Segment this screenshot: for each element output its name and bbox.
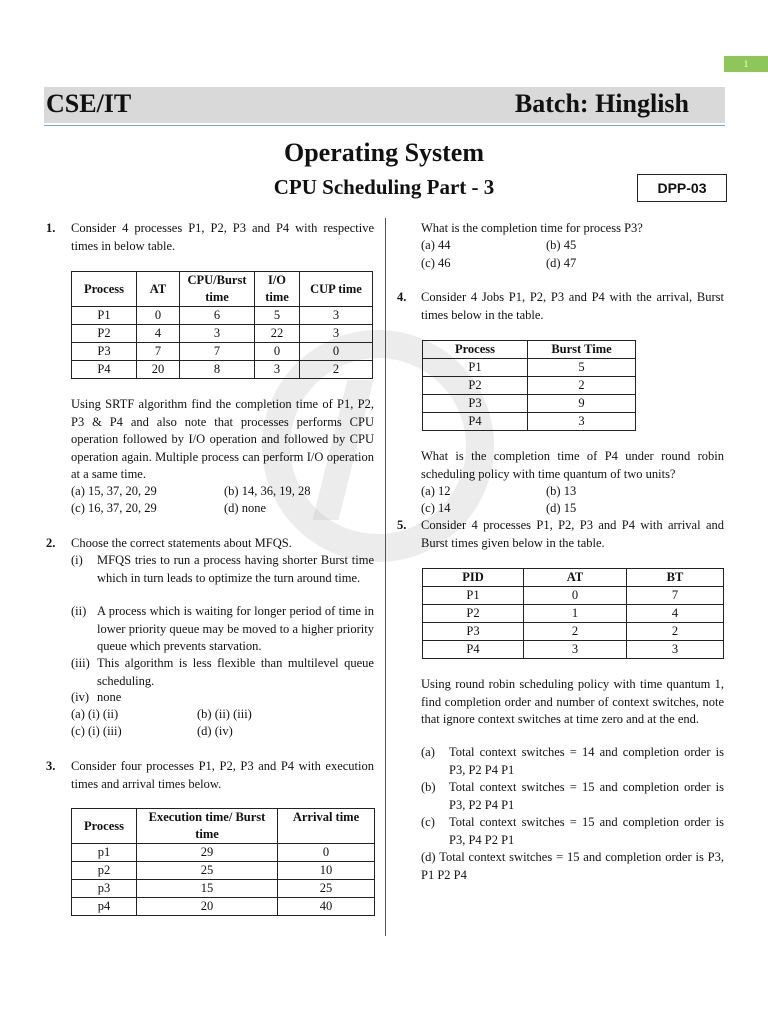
table-row xyxy=(423,359,636,377)
table-header: PID xyxy=(423,569,524,587)
table-cell: P3 xyxy=(72,343,137,361)
table-cell: 3 xyxy=(524,641,627,659)
table-row xyxy=(72,325,373,343)
table-cell: 2 xyxy=(300,361,373,379)
question-3-table xyxy=(71,808,375,916)
option-d: (d) Total context switches = 15 and completion order is P3, P1 P2 P4 xyxy=(421,850,724,882)
option-c: (c) 46 xyxy=(421,256,451,270)
dpp-badge: DPP-03 xyxy=(637,174,727,202)
table-row xyxy=(72,343,373,361)
table-cell: 4 xyxy=(627,605,724,623)
table-header: BT xyxy=(627,569,724,587)
question-5-number: 5. xyxy=(397,518,407,532)
question-1-table xyxy=(71,271,373,379)
option-d: (d) none xyxy=(224,501,266,515)
statement-label: (i) xyxy=(71,553,83,567)
table-cell: P1 xyxy=(423,587,524,605)
option-a: (a) 15, 37, 20, 29 xyxy=(71,484,157,498)
question-1-stem: Consider 4 processes P1, P2, P3 and P4 with respective times in below table. xyxy=(71,221,374,253)
table-cell: 0 xyxy=(255,343,300,361)
question-2-number: 2. xyxy=(46,536,56,550)
question-4-stem: Consider 4 Jobs P1, P2, P3 and P4 with the arrival, Burst times below in the table. xyxy=(421,290,724,322)
table-row xyxy=(423,587,724,605)
option-label: (c) xyxy=(421,815,435,829)
option-b: (b) 45 xyxy=(546,238,577,252)
question-4-question: What is the completion time of P4 under round robin scheduling policy with time quantum of two units? xyxy=(421,449,724,481)
table-cell: P3 xyxy=(423,623,524,641)
table-cell: 8 xyxy=(180,361,255,379)
table-cell: 3 xyxy=(528,413,636,431)
option-a: (a) 12 xyxy=(421,484,451,498)
statement-ii: A process which is waiting for longer period of time in lower priority queue may be moved to a higher priority queue which prevents starvation. xyxy=(97,604,374,653)
table-cell: P4 xyxy=(72,361,137,379)
table-cell: P1 xyxy=(72,307,137,325)
table-cell: P3 xyxy=(423,395,528,413)
table-row xyxy=(423,623,724,641)
statement-label: (ii) xyxy=(71,604,87,618)
table-row xyxy=(423,605,724,623)
table-cell: 25 xyxy=(278,880,375,898)
table-header: I/O time xyxy=(255,272,300,307)
statement-iii: This algorithm is less flexible than multilevel queue scheduling. xyxy=(97,656,374,688)
table-cell: 1 xyxy=(524,605,627,623)
option-label: (a) xyxy=(421,745,435,759)
table-cell: 25 xyxy=(137,862,278,880)
table-cell: 0 xyxy=(524,587,627,605)
header-bar xyxy=(44,87,725,123)
table-row xyxy=(72,307,373,325)
table-cell: 9 xyxy=(528,395,636,413)
option-label: (b) xyxy=(421,780,436,794)
table-row xyxy=(423,641,724,659)
question-2-stem: Choose the correct statements about MFQS. xyxy=(71,536,292,550)
page-title: Operating System xyxy=(283,138,485,167)
table-cell: 3 xyxy=(300,325,373,343)
table-row xyxy=(72,898,375,916)
statement-iv: none xyxy=(97,690,122,704)
table-cell: p4 xyxy=(72,898,137,916)
table-row xyxy=(72,880,375,898)
table-row xyxy=(72,844,375,862)
table-cell: 7 xyxy=(180,343,255,361)
option-d: (d) (iv) xyxy=(197,724,233,738)
table-cell: 5 xyxy=(528,359,636,377)
table-cell: 4 xyxy=(137,325,180,343)
table-cell: 3 xyxy=(300,307,373,325)
table-cell: p1 xyxy=(72,844,137,862)
option-b: (b) (ii) (iii) xyxy=(197,707,252,721)
question-5-stem: Consider 4 processes P1, P2, P3 and P4 with arrival and Burst times given below in the table. xyxy=(421,518,724,550)
option-b: Total context switches = 15 and completion order is P3, P2 P4 P1 xyxy=(449,780,724,812)
table-cell: 2 xyxy=(627,623,724,641)
statement-i: MFQS tries to run a process having shorter Burst time which in turn leads to optimize the turn around time. xyxy=(97,553,374,585)
table-header: Burst Time xyxy=(528,341,636,359)
table-cell: 6 xyxy=(180,307,255,325)
table-row xyxy=(423,377,636,395)
table-cell: 2 xyxy=(528,377,636,395)
question-3-number: 3. xyxy=(46,759,56,773)
table-cell: p3 xyxy=(72,880,137,898)
table-cell: p2 xyxy=(72,862,137,880)
table-cell: 2 xyxy=(524,623,627,641)
question-1-number: 1. xyxy=(46,221,56,235)
option-a: Total context switches = 14 and completion order is P3, P2 P4 P1 xyxy=(449,745,724,777)
table-cell: 3 xyxy=(627,641,724,659)
question-5-table xyxy=(422,568,724,659)
question-3-stem: Consider four processes P1, P2, P3 and P4 with execution times and arrival times below. xyxy=(71,759,374,791)
option-c: (c) 16, 37, 20, 29 xyxy=(71,501,157,515)
table-cell: P1 xyxy=(423,359,528,377)
page-subtitle: CPU Scheduling Part - 3 xyxy=(273,175,495,199)
statement-label: (iii) xyxy=(71,656,90,670)
table-row xyxy=(423,395,636,413)
table-cell: 22 xyxy=(255,325,300,343)
table-cell: P2 xyxy=(423,377,528,395)
table-header: CUP time xyxy=(300,272,373,307)
option-d: (d) 47 xyxy=(546,256,577,270)
table-row xyxy=(72,361,373,379)
header-left: CSE/IT xyxy=(46,89,132,118)
table-cell: 0 xyxy=(300,343,373,361)
table-cell: 10 xyxy=(278,862,375,880)
option-c: (c) (i) (iii) xyxy=(71,724,122,738)
table-cell: 40 xyxy=(278,898,375,916)
table-header: Process xyxy=(423,341,528,359)
option-c: (c) 14 xyxy=(421,501,451,515)
question-3-question: What is the completion time for process P3? xyxy=(421,221,643,235)
option-c: Total context switches = 15 and completion order is P3, P4 P2 P1 xyxy=(449,815,724,847)
column-divider xyxy=(385,218,386,936)
statement-label: (iv) xyxy=(71,690,90,704)
option-a: (a) (i) (ii) xyxy=(71,707,119,721)
table-cell: 3 xyxy=(255,361,300,379)
option-b: (b) 13 xyxy=(546,484,577,498)
table-header: CPU/Burst time xyxy=(180,272,255,307)
table-cell: P4 xyxy=(423,641,524,659)
table-cell: 29 xyxy=(137,844,278,862)
table-header: Process xyxy=(72,809,137,844)
question-4-table xyxy=(422,340,636,431)
table-cell: 7 xyxy=(627,587,724,605)
table-cell: 3 xyxy=(180,325,255,343)
question-4-number: 4. xyxy=(397,290,407,304)
table-cell: 5 xyxy=(255,307,300,325)
table-row xyxy=(423,413,636,431)
question-1-body: Using SRTF algorithm find the completion time of P1, P2, P3 & P4 and also note that processes performs CPU operation followed by I/O operation and followed by CPU operation again. Multiple process can perform I/O operation at a same time. xyxy=(71,397,374,481)
table-cell: P2 xyxy=(72,325,137,343)
question-5-body: Using round robin scheduling policy with time quantum 1, find completion order and number of context switches, note that ignore context switches at time zero and at the end. xyxy=(421,677,724,726)
header-right: Batch: Hinglish xyxy=(514,89,689,118)
table-cell: P4 xyxy=(423,413,528,431)
table-header: Process xyxy=(72,272,137,307)
table-cell: 20 xyxy=(137,898,278,916)
option-b: (b) 14, 36, 19, 28 xyxy=(224,484,311,498)
page-number: 1 xyxy=(724,56,768,72)
option-a: (a) 44 xyxy=(421,238,451,252)
table-header: Execution time/ Burst time xyxy=(137,809,278,844)
table-cell: 20 xyxy=(137,361,180,379)
table-cell: 7 xyxy=(137,343,180,361)
table-cell: 0 xyxy=(278,844,375,862)
header-divider xyxy=(44,125,725,126)
table-header: AT xyxy=(524,569,627,587)
table-row xyxy=(72,862,375,880)
table-cell: 0 xyxy=(137,307,180,325)
table-cell: 15 xyxy=(137,880,278,898)
option-d: (d) 15 xyxy=(546,501,577,515)
table-header: AT xyxy=(137,272,180,307)
table-cell: P2 xyxy=(423,605,524,623)
table-header: Arrival time xyxy=(278,809,375,844)
